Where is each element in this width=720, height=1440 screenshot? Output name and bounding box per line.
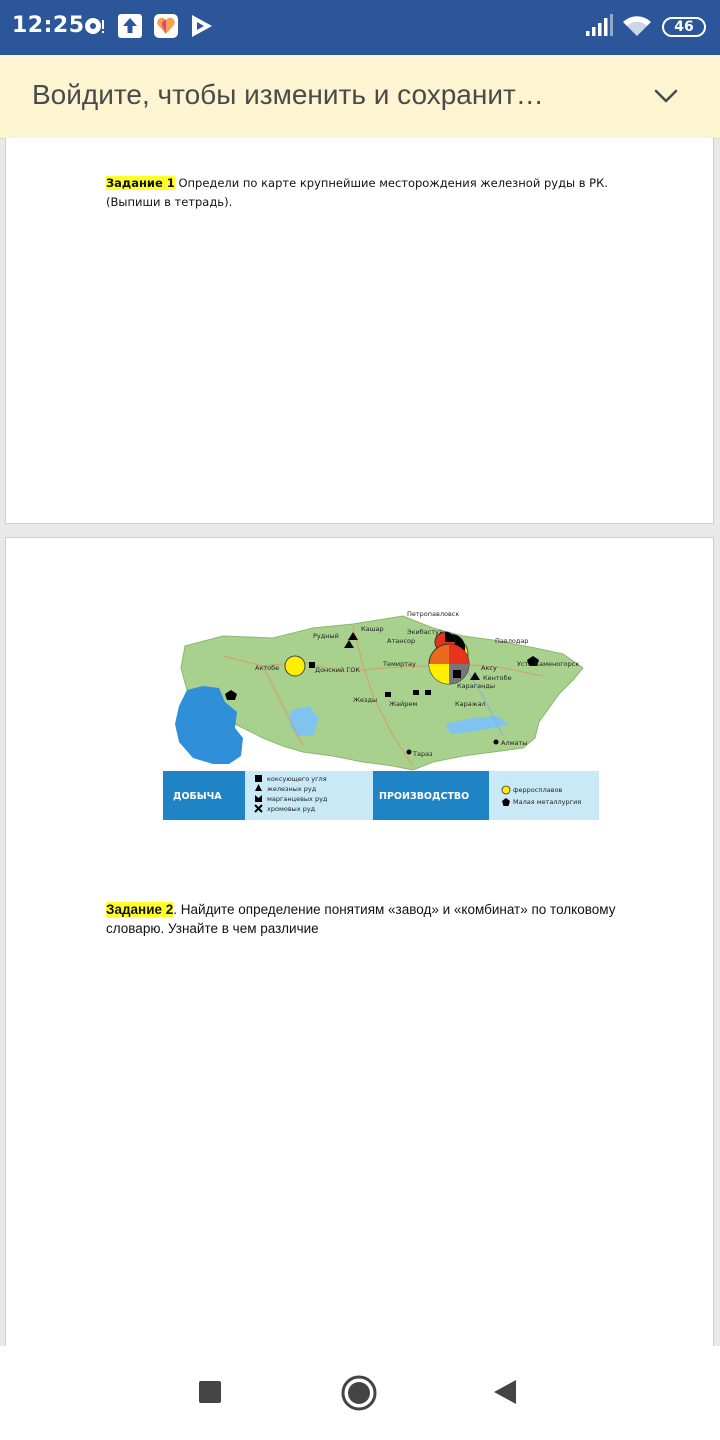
upload-icon bbox=[117, 13, 143, 39]
document-page-1 bbox=[5, 138, 714, 524]
city-label: Кашар bbox=[361, 625, 384, 633]
city-label: Экибастуз bbox=[407, 628, 443, 636]
city-label: Усть-Каменогорск bbox=[517, 660, 580, 668]
task-2-body: . Найдите определение понятиям «завод» и «комбинат» по толковому словарю. Узнайте в чем различие bbox=[106, 902, 616, 936]
task-1-body: Определи по карте крупнейшие месторождения железной руды в РК. (Выпиши в тетрадь). bbox=[106, 176, 608, 209]
city-label: Павлодар bbox=[495, 637, 529, 645]
chevron-down-icon[interactable] bbox=[652, 85, 680, 107]
city-label: Алматы bbox=[501, 739, 528, 747]
sign-in-banner[interactable] bbox=[0, 55, 720, 139]
signal-icon bbox=[584, 13, 614, 39]
city-label: Кентобе bbox=[483, 674, 512, 682]
city-label: Донский ГОК bbox=[315, 666, 361, 674]
city-label: Петропавловск bbox=[407, 610, 460, 618]
legend-mining-item: хромовых руд bbox=[267, 805, 316, 813]
recents-button[interactable] bbox=[198, 1380, 222, 1404]
likee-icon bbox=[153, 13, 179, 39]
status-time: 12:25 bbox=[12, 13, 85, 38]
video-icon bbox=[188, 13, 214, 39]
legend-mining-title: ДОБЫЧА bbox=[173, 791, 222, 802]
city-label: Актобе bbox=[255, 664, 280, 672]
home-button[interactable] bbox=[340, 1374, 378, 1412]
legend-mining-item: коксующего угля bbox=[267, 775, 327, 783]
city-label: Жайрем bbox=[389, 700, 418, 708]
city-label: Атансор bbox=[387, 637, 416, 645]
task-1-label: Задание 1 bbox=[106, 176, 175, 190]
legend-production-item: Малая металлургия bbox=[513, 798, 582, 806]
city-label: Аксу bbox=[481, 664, 497, 672]
battery-indicator: 46 bbox=[662, 17, 706, 37]
banner-text: Войдите, чтобы изменить и сохранит… bbox=[32, 79, 544, 110]
back-button[interactable] bbox=[492, 1378, 518, 1406]
legend-production-title: ПРОИЗВОДСТВО bbox=[379, 791, 470, 802]
legend-production-item: ферросплавов bbox=[513, 786, 563, 794]
chat-icon bbox=[82, 13, 108, 39]
task-2-label: Задание 2 bbox=[106, 902, 174, 917]
task-1-text bbox=[106, 174, 666, 212]
document-page-2 bbox=[5, 537, 714, 1357]
legend-mining-item: железных руд bbox=[267, 785, 317, 793]
kazakhstan-metallurgy-map bbox=[163, 606, 599, 822]
status-bar bbox=[0, 0, 720, 55]
wifi-icon bbox=[621, 13, 653, 39]
task-2-text bbox=[106, 900, 666, 938]
navigation-bar bbox=[0, 1346, 720, 1440]
city-label: Рудный bbox=[313, 632, 339, 640]
city-label: Тараз bbox=[413, 750, 433, 758]
city-label: Темиртау bbox=[383, 660, 416, 668]
city-label: Каражал bbox=[455, 700, 486, 708]
city-label: Караганды bbox=[457, 682, 495, 690]
legend-mining-item: марганцевых руд bbox=[267, 795, 328, 803]
city-label: Жезды bbox=[353, 696, 378, 704]
